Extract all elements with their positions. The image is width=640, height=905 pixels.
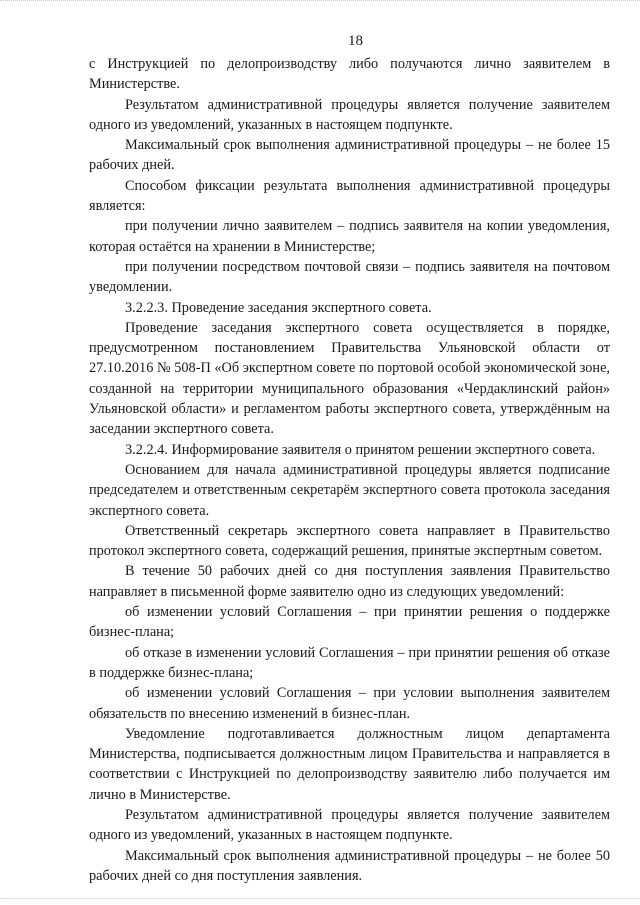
page-number: 18 bbox=[348, 33, 363, 49]
paragraph: Уведомление подготавливается должностным лицом департамента Министерства, подписывается должностным лицом Правительства и направляется в соответствии с Инструкцией по делопроизводству заявителю либо получается им лично в Министерстве. bbox=[89, 725, 610, 803]
paragraph: Максимальный срок выполнения административной процедуры – не более 15 рабочих дней. bbox=[89, 137, 610, 174]
paragraph: Результатом административной процедуры является получение заявителем одного из уведомлений, указанных в настоящем подпункте. bbox=[89, 806, 610, 844]
scan-top-edge bbox=[0, 0, 640, 4]
paragraph: Ответственный секретарь экспертного совета направляет в Правительство протокол экспертного совета, содержащий решения, принятые экспертным советом. bbox=[89, 522, 610, 560]
paragraph: при получении лично заявителем – подпись заявителя на копии уведомления, которая остаётся на хранении в Министерстве; bbox=[89, 218, 610, 255]
paragraph: Результатом административной процедуры является получение заявителем одного из уведомлений, указанных в настоящем подпункте. bbox=[89, 96, 610, 133]
paragraph: Способом фиксации результата выполнения административной процедуры является: bbox=[89, 177, 610, 215]
paragraph: Основанием для начала административной процедуры является подписание председателем и ответственным секретарём экспертного совета протокола заседания экспертного совета. bbox=[89, 461, 610, 519]
document-body bbox=[89, 54, 610, 886]
paragraph: с Инструкцией по делопроизводству либо получаются лично заявителем в Министерстве. bbox=[89, 56, 610, 93]
paragraph: при получении посредством почтовой связи – подпись заявителя на почтовом уведомлении. bbox=[89, 258, 610, 296]
paragraph: Максимальный срок выполнения административной процедуры – не более 50 рабочих дней со дня поступления заявления. bbox=[89, 847, 610, 884]
paragraph: В течение 50 рабочих дней со дня поступления заявления Правительство направляет в письменной форме заявителю одно из следующих уведомлений: bbox=[89, 563, 610, 600]
scan-bottom-edge bbox=[0, 895, 640, 899]
paragraph: об изменении условий Соглашения – при условии выполнения заявителем обязательств по внесению изменений в бизнес-план. bbox=[89, 685, 610, 722]
paragraph: об изменении условий Соглашения – при принятии решения о поддержке бизнес-плана; bbox=[89, 604, 610, 641]
paragraph: об отказе в изменении условий Соглашения – при принятии решения об отказе в поддержке бизнес-плана; bbox=[89, 644, 610, 681]
paragraph: 3.2.2.4. Информирование заявителя о принятом решении экспертного совета. bbox=[125, 441, 596, 458]
paragraph: Проведение заседания экспертного совета осуществляется в порядке, предусмотренном постановлением Правительства Ульяновской области от 27.10.2016 № 508-П «Об экспертном совете по портовой особой экономической зоне, созданной на территории муниципального образования «Чердаклинский район» Ульяновской области» и регламентом работы экспертного совета, утверждённым на заседании экспертного совета. bbox=[89, 319, 610, 438]
paragraph: 3.2.2.3. Проведение заседания экспертного совета. bbox=[125, 299, 432, 316]
